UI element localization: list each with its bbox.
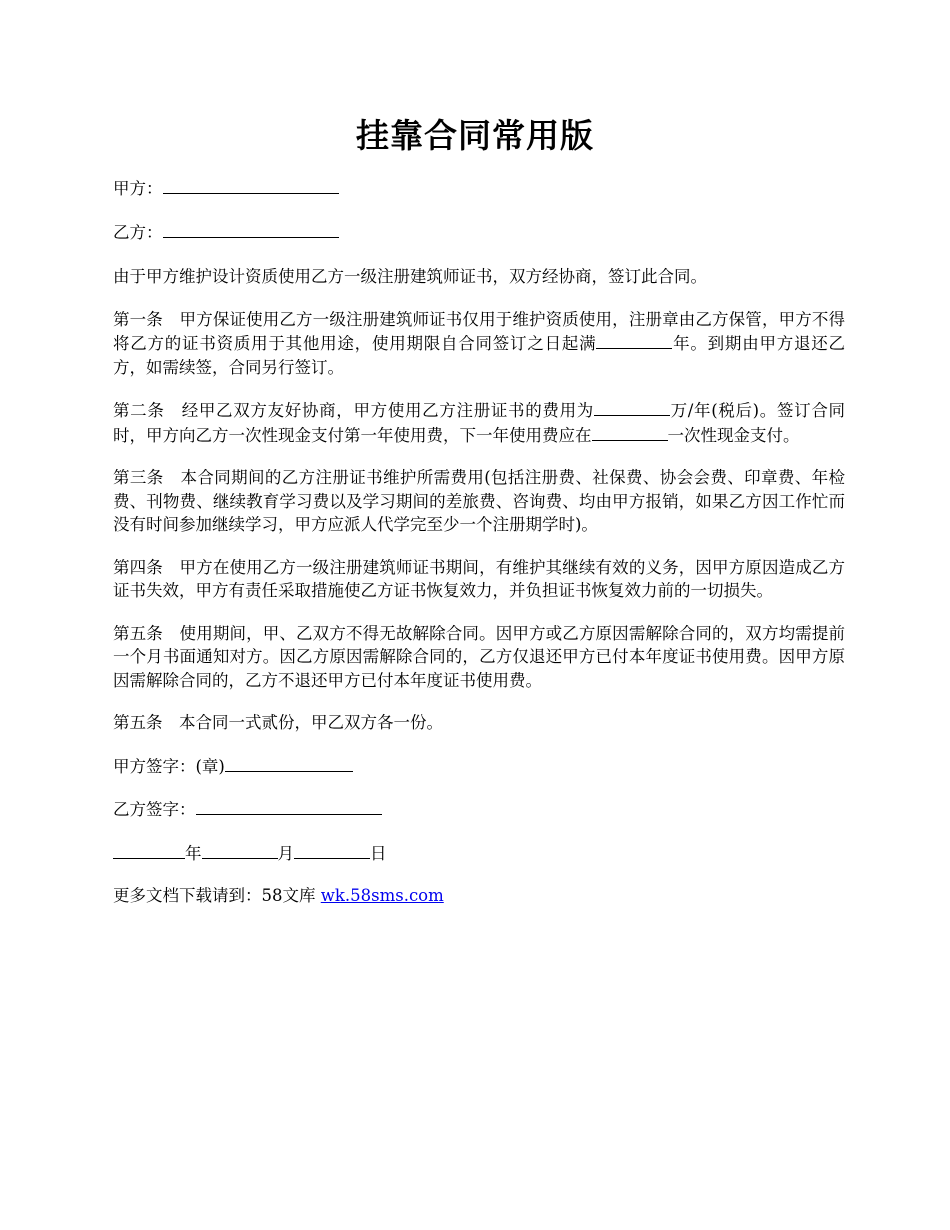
party-b-line bbox=[113, 220, 845, 245]
clause-1 bbox=[113, 308, 845, 380]
clause-1-text-b: 年。到期由甲方退还乙方，如需续签，合同另行签订。 bbox=[113, 334, 846, 377]
document-title: 挂靠合同常用版 bbox=[356, 116, 594, 155]
clause-4: 第四条 甲方在使用乙方一级注册建筑师证书期间，有维护其继续有效的义务，因甲方原因造成乙方证书失效，甲方有责任采取措施使乙方证书恢复效力，并负担证书恢复效力前的一切损失。 bbox=[113, 557, 845, 600]
clause-2 bbox=[113, 398, 845, 447]
sign-a-line bbox=[113, 754, 845, 779]
party-b-label: 乙方： bbox=[113, 222, 163, 242]
fee-amount-blank bbox=[594, 398, 670, 416]
year-blank bbox=[113, 841, 185, 859]
sign-a-blank bbox=[225, 754, 353, 772]
sign-b-blank bbox=[196, 797, 382, 815]
clause-2-text-a: 第二条 经甲乙双方友好协商，甲方使用乙方注册证书的费用为 bbox=[113, 401, 594, 420]
clause-2-text-c: 一次性现金支付。 bbox=[667, 425, 800, 445]
month-blank bbox=[202, 841, 278, 859]
day-blank bbox=[294, 841, 370, 859]
clause-5: 第五条 使用期间，甲、乙双方不得无故解除合同。因甲方或乙方原因需解除合同的，双方均需提前一个月书面通知对方。因乙方原因需解除合同的，乙方仅退还甲方已付本年度证书使用费。因甲方原因需解除合同的，乙方不退还甲方已付本年度证书使用费。 bbox=[113, 623, 845, 690]
month-label: 月 bbox=[277, 843, 294, 863]
sign-a-label: 甲方签字：(章) bbox=[113, 756, 225, 776]
clause-3: 第三条 本合同期间的乙方注册证书维护所需费用(包括注册费、社保费、协会会费、印章费、年检费、刊物费、继续教育学习费以及学习期间的差旅费、咨询费、均由甲方报销，如果乙方因工作忙而没有时间参加继续学习，甲方应派人代学完至少一个注册期学时)。 bbox=[113, 468, 845, 534]
document-body bbox=[113, 176, 845, 927]
year-label: 年 bbox=[185, 843, 202, 863]
payment-date-blank bbox=[592, 423, 668, 441]
party-a-line bbox=[113, 176, 845, 201]
footer bbox=[113, 884, 845, 908]
clause-6: 第五条 本合同一式贰份，甲乙双方各一份。 bbox=[113, 713, 443, 732]
sign-b-line bbox=[113, 797, 845, 822]
intro-paragraph: 由于甲方维护设计资质使用乙方一级注册建筑师证书，双方经协商，签订此合同。 bbox=[113, 267, 707, 286]
party-a-blank bbox=[163, 176, 339, 194]
party-b-blank bbox=[163, 220, 339, 238]
day-label: 日 bbox=[370, 843, 387, 863]
clause-2-text-b: 万/年(税后)。签订合同时，甲方向乙方一次性现金支付第一年使用费，下一年使用费应在 bbox=[113, 401, 846, 445]
sign-b-label: 乙方签字： bbox=[113, 800, 196, 819]
footer-link[interactable]: wk.58sms.com bbox=[320, 886, 444, 905]
term-years-blank bbox=[596, 331, 672, 349]
footer-text: 更多文档下载请到：58文库 bbox=[113, 886, 321, 905]
date-line bbox=[113, 841, 845, 866]
party-a-label: 甲方： bbox=[113, 179, 163, 198]
clause-1-text-a: 第一条 甲方保证使用乙方一级注册建筑师证书仅用于维护资质使用，注册章由乙方保管，甲方不得将乙方的证书资质用于其他用途，使用期限自合同签订之日起满 bbox=[113, 309, 845, 353]
